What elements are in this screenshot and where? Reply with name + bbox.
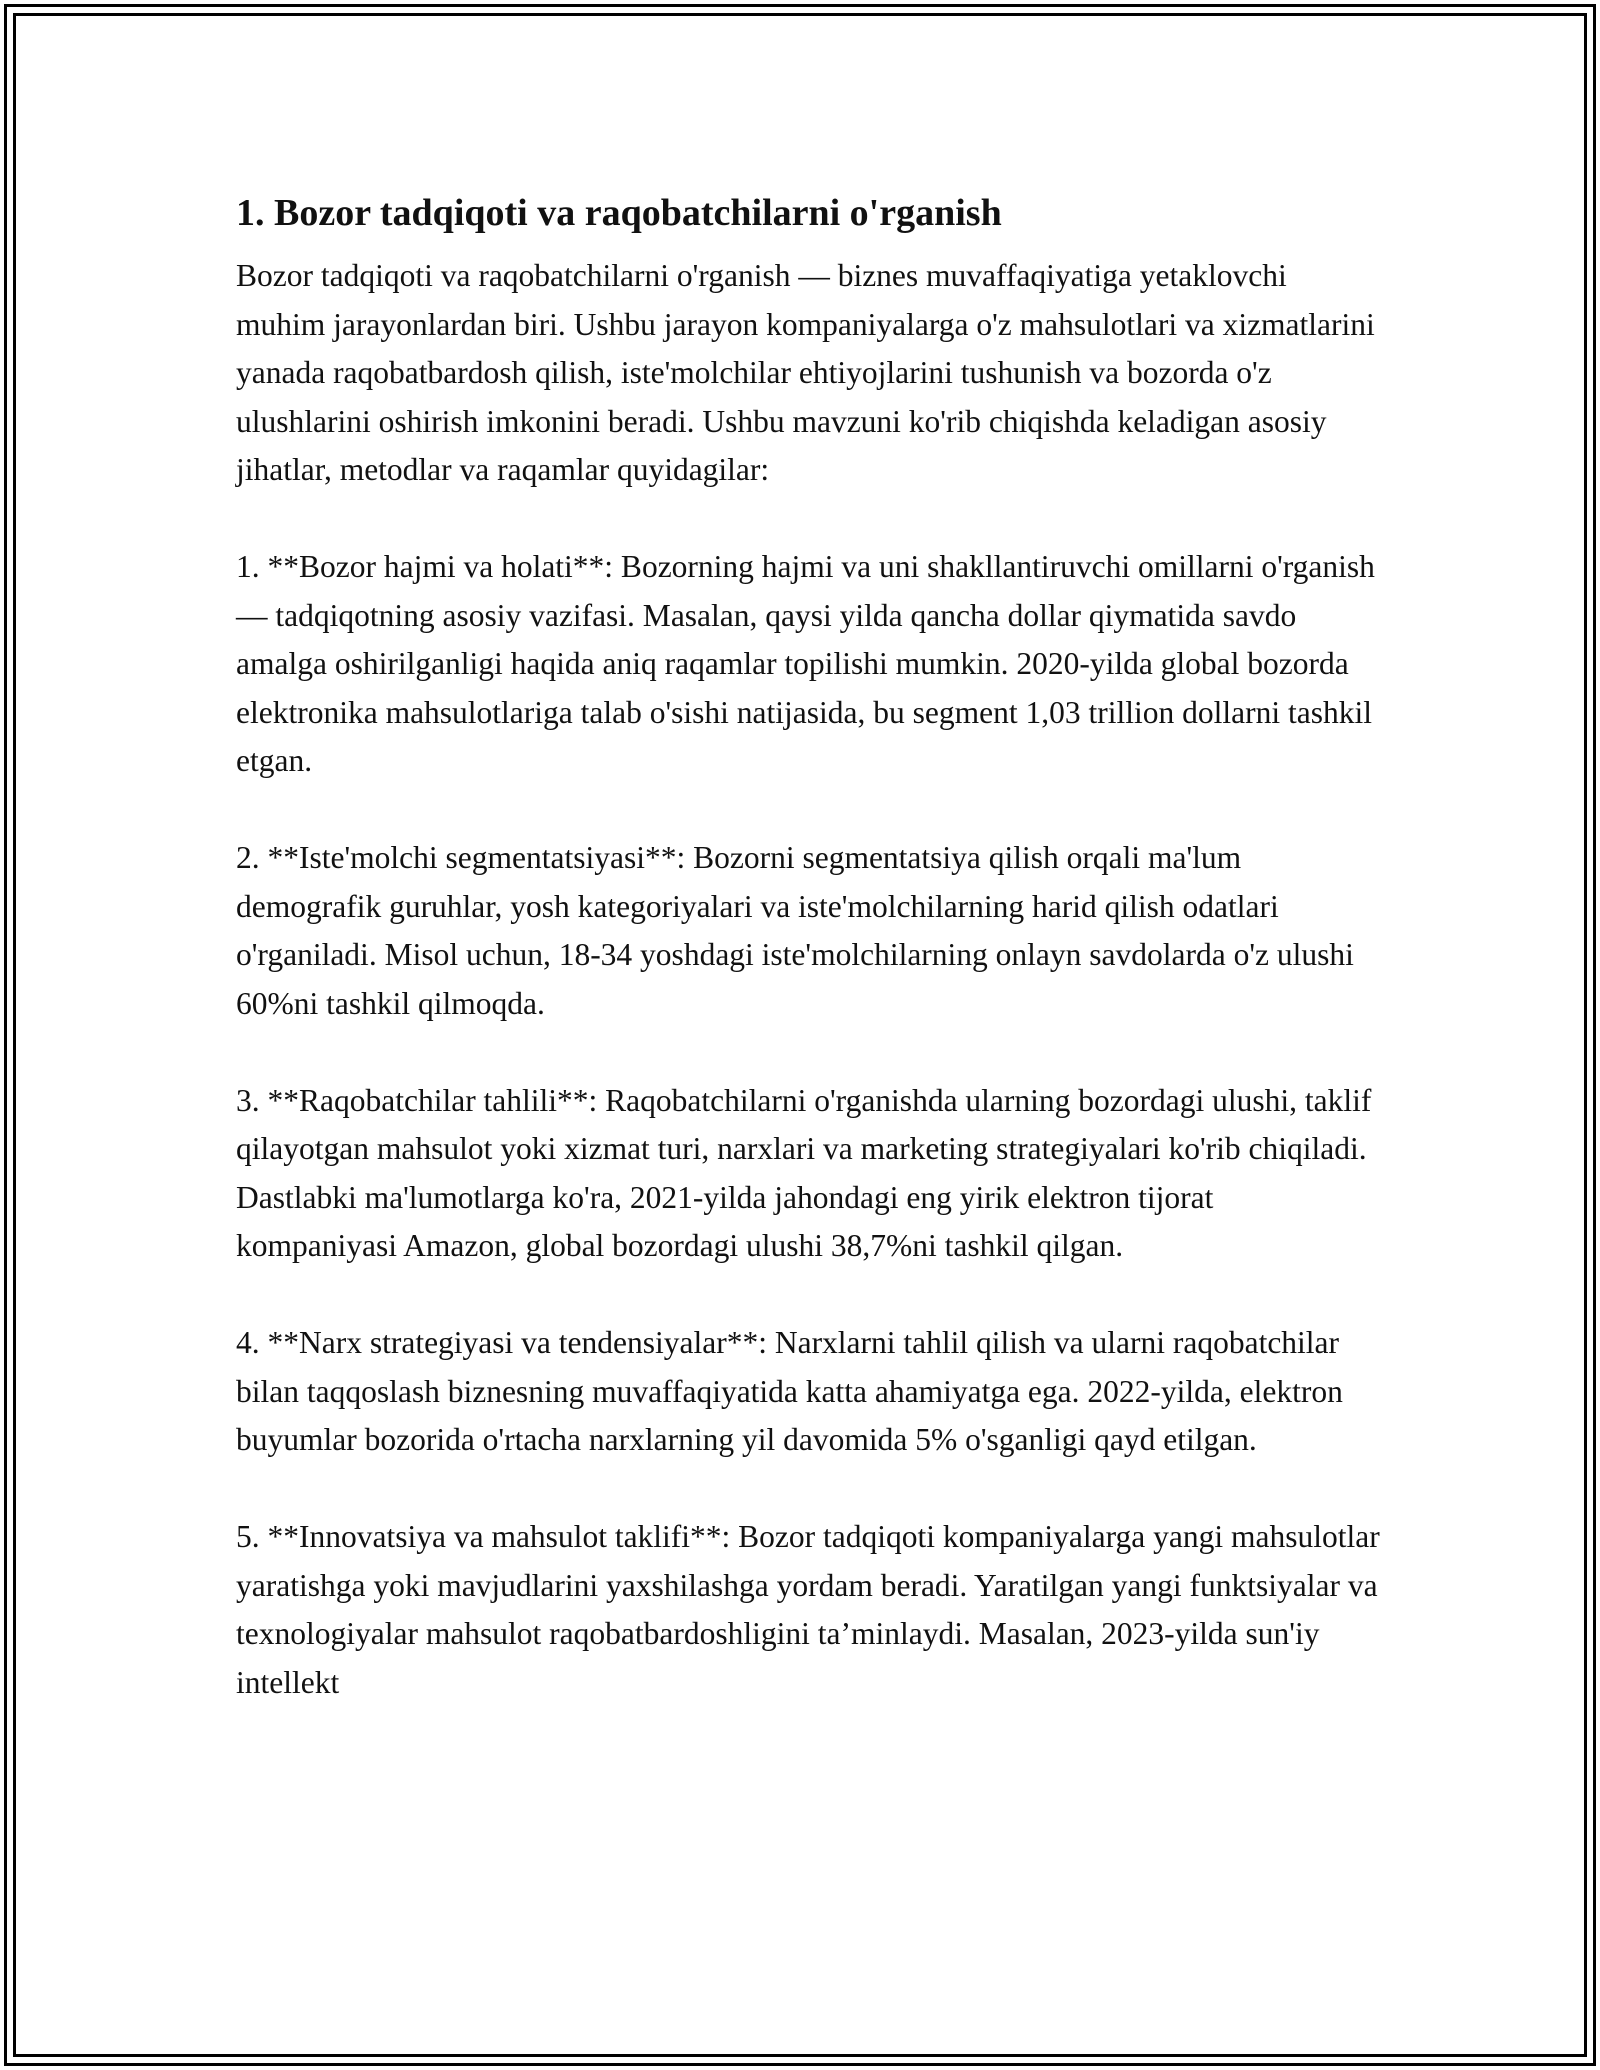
document-title: 1. Bozor tadqiqoti va raqobatchilarni o'rganish: [236, 192, 1002, 234]
list-item-4: 4. **Narx strategiyasi va tendensiyalar**: Narxlarni tahlil qilish va ularni raqobatchilar bilan taqqoslash biznesning muvaffaqiyatida katta ahamiyatga ega. 2022-yilda, elektron buyumlar bozorida o'rtacha narxlarning yil davomida 5% o'sganligi qayd etilgan.: [236, 1325, 1343, 1457]
list-item-2: 2. **Iste'molchi segmentatsiyasi**: Bozorni segmentatsiya qilish orqali ma'lum demografik guruhlar, yosh kategoriyalari va iste'molchilarning harid qilish odatlari o'rganiladi. Misol uchun, 18-34 yoshdagi iste'molchilarning onlayn savdolarda o'z ulushi 60%ni tashkil qilmoqda.: [236, 840, 1354, 1021]
list-item-5: 5. **Innovatsiya va mahsulot taklifi**: Bozor tadqiqoti kompaniyalarga yangi mahsulotlar yaratishga yoki mavjudlarini yaxshilashga yordam beradi. Yaratilgan yangi funktsiyalar va texnologiyalar mahsulot raqobatbardoshligini ta’minlaydi. Masalan, 2023-yilda sun'iy intellekt: [236, 1519, 1380, 1700]
intro-paragraph: Bozor tadqiqoti va raqobatchilarni o'rganish — biznes muvaffaqiyatiga yetaklovchi muhim jarayonlardan biri. Ushbu jarayon kompaniyalarga o'z mahsulotlari va xizmatlarini yanada raqobatbardosh qilish, iste'molchilar ehtiyojlarini tushunish va bozorda o'z ulushlarini oshirish imkonini beradi. Ushbu mavzuni ko'rib chiqishda keladigan asosiy jihatlar, metodlar va raqamlar quyidagilar:: [236, 258, 1375, 487]
list-item-1: 1. **Bozor hajmi va holati**: Bozorning hajmi va uni shakllantiruvchi omillarni o'rganish — tadqiqotning asosiy vazifasi. Masalan, qaysi yilda qancha dollar qiymatida savdo amalga oshirilganligi haqida aniq raqamlar topilishi mumkin. 2020-yilda global bozorda elektronika mahsulotlariga talab o'sishi natijasida, bu segment 1,03 trillion dollarni tashkil etgan.: [236, 549, 1375, 778]
document-page: [236, 186, 1381, 1707]
list-item-3: 3. **Raqobatchilar tahlili**: Raqobatchilarni o'rganishda ularning bozordagi ulushi, taklif qilayotgan mahsulot yoki xizmat turi, narxlari va marketing strategiyalari ko'rib chiqiladi. Dastlabki ma'lumotlarga ko'ra, 2021-yilda jahondagi eng yirik elektron tijorat kompaniyasi Amazon, global bozordagi ulushi 38,7%ni tashkil qilgan.: [236, 1082, 1372, 1263]
